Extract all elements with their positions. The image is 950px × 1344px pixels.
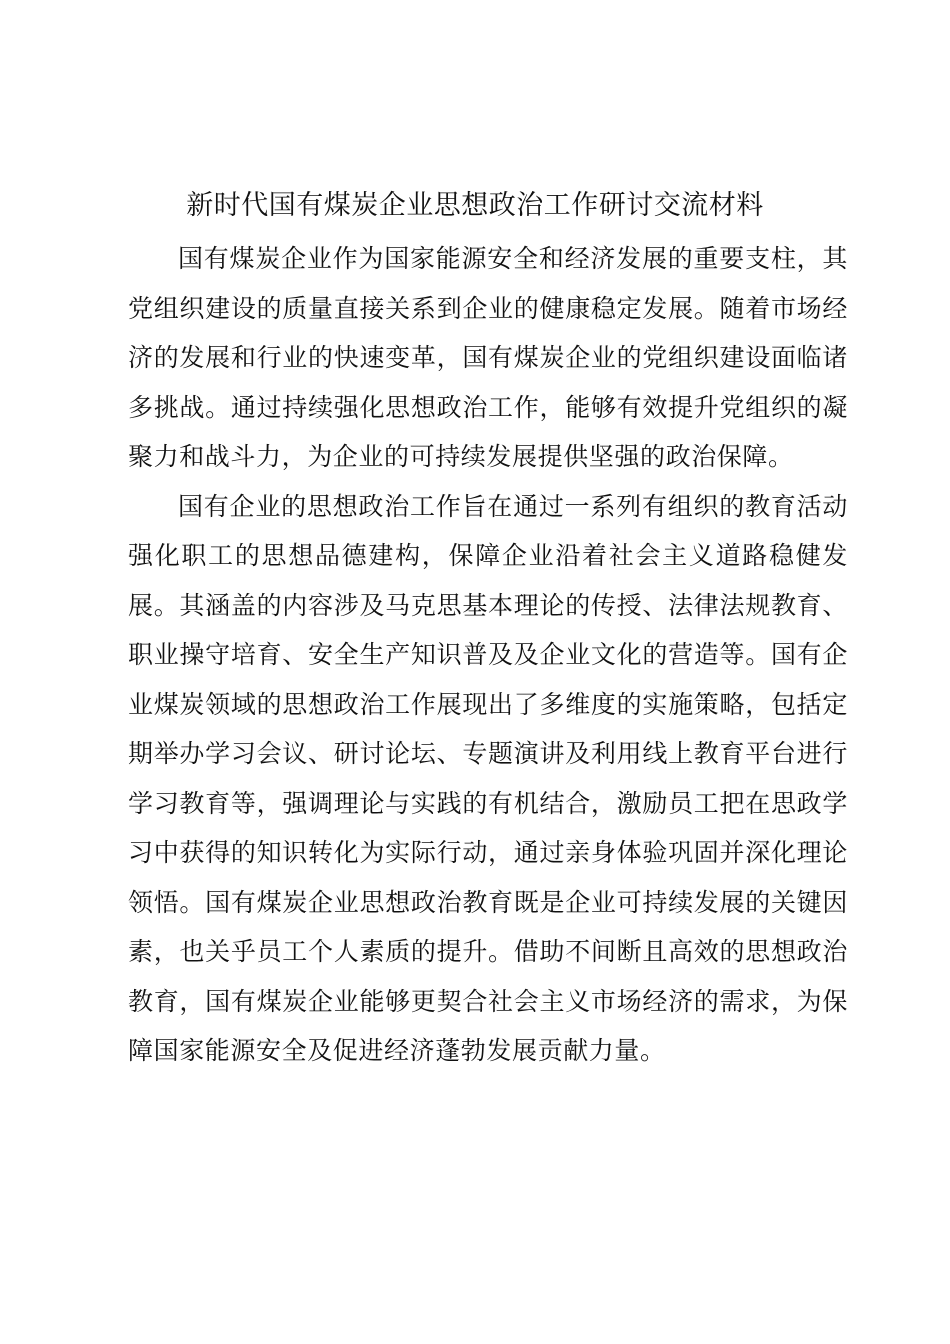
paragraph-2: 国有企业的思想政治工作旨在通过一系列有组织的教育活动强化职工的思想品德建构，保障企业沿着社会主义道路稳健发展。其涵盖的内容涉及马克思基本理论的传授、法律法规教育、职业操守培育、安全生产知识普及及企业文化的营造等。国有企业煤炭领域的思想政治工作展现出了多维度的实施策略，包括定期举办学习会议、研讨论坛、专题演讲及利用线上教育平台进行学习教育等，强调理论与实践的有机结合，激励员工把在思政学习中获得的知识转化为实际行动，通过亲身体验巩固并深化理论领悟。国有煤炭企业思想政治教育既是企业可持续发展的关键因素，也关乎员工个人素质的提升。借助不间断且高效的思想政治教育，国有煤炭企业能够更契合社会主义市场经济的需求，为保障国家能源安全及促进经济蓬勃发展贡献力量。 (128, 491, 848, 1065)
document-body (128, 234, 848, 1076)
paragraph-1: 国有煤炭企业作为国家能源安全和经济发展的重要支柱，其党组织建设的质量直接关系到企业的健康稳定发展。随着市场经济的发展和行业的快速变革，国有煤炭企业的党组织建设面临诸多挑战。通过持续强化思想政治工作，能够有效提升党组织的凝聚力和战斗力，为企业的可持续发展提供坚强的政治保障。 (128, 244, 848, 471)
document-title: 新时代国有煤炭企业思想政治工作研讨交流材料 (186, 190, 764, 221)
